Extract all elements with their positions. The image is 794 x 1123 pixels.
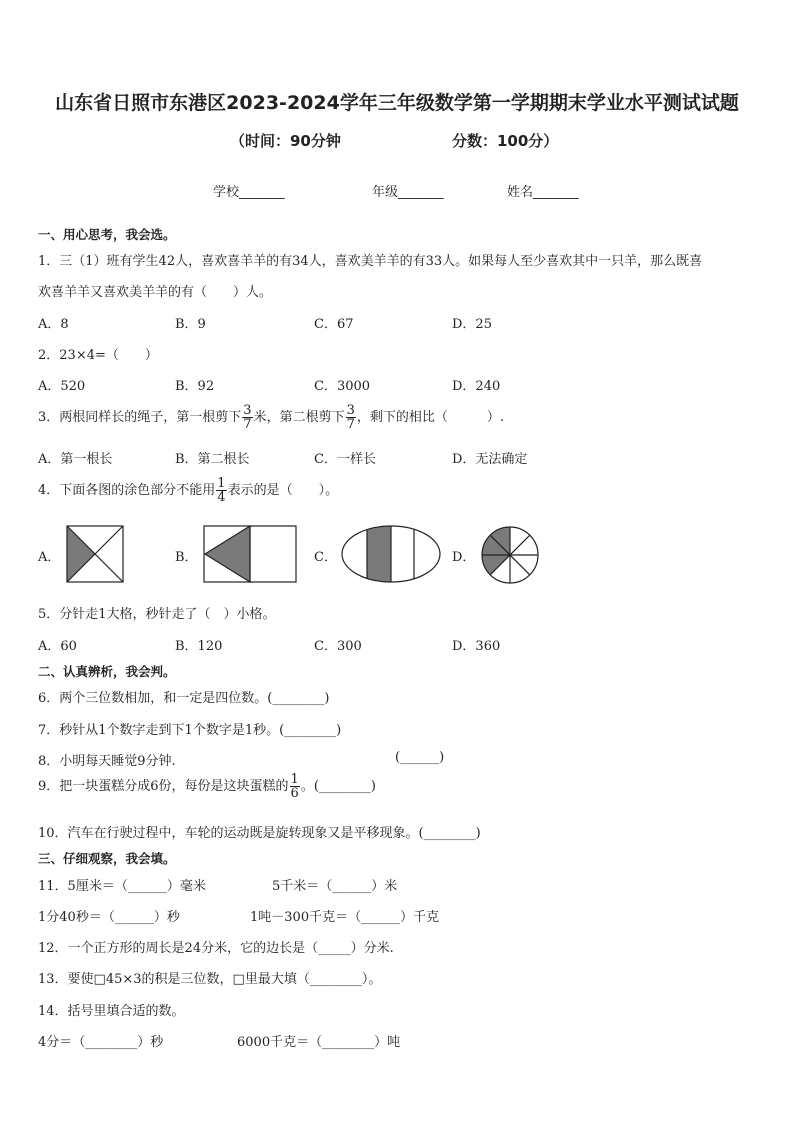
grade-field[interactable]: 年级_______ [372, 185, 444, 200]
q5-option-a[interactable]: A．60 [38, 639, 77, 654]
q4-stem [38, 476, 338, 506]
q3-fraction-2 [346, 404, 356, 431]
q3-stem-part-c: ，剩下的相比（ ）. [356, 410, 504, 425]
q13: 13．要使□45×3的积是三位数，□里最大填（________）。 [38, 972, 382, 987]
q11-part-c: 1分40秒＝（______）秒 [38, 910, 180, 925]
q4-option-b[interactable]: B． [175, 550, 198, 565]
q2-option-a[interactable]: A．520 [38, 379, 86, 394]
q4-fraction-denominator: 4 [217, 490, 226, 505]
q8: 8．小明每天睡觉9分钟. [38, 754, 176, 769]
q4-stem-part-a: 4．下面各图的涂色部分不能用 [38, 483, 216, 498]
q6: 6．两个三位数相加，和一定是四位数。(________) [38, 691, 330, 706]
q1-option-c[interactable]: C．67 [314, 317, 354, 332]
q9 [38, 772, 376, 802]
q4-figure-c [340, 524, 442, 584]
q14: 14．括号里填合适的数。 [38, 1004, 185, 1019]
q2-option-d[interactable]: D．240 [452, 379, 501, 394]
q3-stem-part-b: 米，第二根剪下 [253, 410, 345, 425]
exam-time: （时间：90分钟 [230, 132, 341, 150]
q7: 7．秒针从1个数字走到下1个数字是1秒。(________) [38, 723, 342, 738]
exam-score: 分数：100分） [452, 132, 559, 150]
q5-option-d[interactable]: D．360 [452, 639, 501, 654]
q2-option-c[interactable]: C．3000 [314, 379, 371, 394]
q3-fraction-2-denominator: 7 [346, 417, 355, 432]
q1-line2: 欢喜羊羊又喜欢美羊羊的有（ ）人。 [38, 285, 273, 300]
q3-stem [38, 403, 504, 433]
q8-answer-blank[interactable]: (______) [395, 750, 445, 765]
q5-option-b[interactable]: B．120 [175, 639, 223, 654]
q1-option-b[interactable]: B．9 [175, 317, 206, 332]
q9-part-a: 9．把一块蛋糕分成6份，每份是这块蛋糕的 [38, 779, 289, 794]
school-field[interactable]: 学校_______ [213, 185, 285, 200]
q3-option-a[interactable]: A．第一根长 [38, 452, 113, 467]
q4-fraction-numerator: 1 [217, 476, 226, 491]
q1-option-d[interactable]: D．25 [452, 317, 492, 332]
q3-option-b[interactable]: B．第二根长 [175, 452, 250, 467]
q2-stem: 2．23×4=（ ） [38, 348, 158, 363]
q9-fraction [290, 773, 300, 800]
q10: 10．汽车在行驶过程中，车轮的运动既是旋转现象又是平移现象。(________) [38, 826, 481, 841]
q5-stem: 5．分针走1大格，秒针走了（ ）小格。 [38, 607, 276, 622]
name-field[interactable]: 姓名_______ [507, 185, 579, 200]
q4-figure-a [66, 525, 124, 583]
q4-option-d[interactable]: D． [452, 550, 476, 565]
q12: 12．一个正方形的周长是24分米，它的边长是（_____）分米. [38, 941, 394, 956]
section-1-heading: 一、用心思考，我会选。 [38, 227, 176, 242]
q3-fraction-1-denominator: 7 [243, 417, 252, 432]
section-2-heading: 二、认真辨析，我会判。 [38, 664, 176, 679]
q3-option-c[interactable]: C．一样长 [314, 452, 376, 467]
q14-part-b: 6000千克＝（________）吨 [237, 1035, 401, 1050]
q3-stem-part-a: 3．两根同样长的绳子，第一根剪下 [38, 410, 242, 425]
q3-option-d[interactable]: D．无法确定 [452, 452, 528, 467]
q4-figure-d [479, 524, 541, 586]
q9-fraction-denominator: 6 [290, 786, 299, 801]
q5-option-c[interactable]: C．300 [314, 639, 362, 654]
q4-fraction [216, 477, 226, 504]
q1-option-a[interactable]: A．8 [38, 317, 69, 332]
q9-fraction-numerator: 1 [290, 772, 299, 787]
q3-fraction-2-numerator: 3 [346, 403, 355, 418]
q14-part-a: 4分＝（________）秒 [38, 1035, 164, 1050]
q4-option-a[interactable]: A． [38, 550, 61, 565]
q3-fraction-1-numerator: 3 [243, 403, 252, 418]
q4-figure-b [203, 525, 297, 583]
section-3-heading: 三、仔细观察，我会填。 [38, 851, 176, 866]
q1-line1: 1．三（1）班有学生42人，喜欢喜羊羊的有34人，喜欢美羊羊的有33人。如果每人至少喜欢其中一只羊，那么既喜 [38, 254, 703, 269]
q4-option-c[interactable]: C． [314, 550, 337, 565]
q3-fraction-1 [242, 404, 252, 431]
q11-part-a: 11．5厘米＝（______）毫米 [38, 879, 206, 894]
q11-part-b: 5千米＝（______）米 [272, 879, 398, 894]
q11-part-d: 1吨－300千克＝（______）千克 [250, 910, 440, 925]
q9-part-b: 。(________) [300, 779, 376, 794]
q2-option-b[interactable]: B．92 [175, 379, 215, 394]
page-title: 山东省日照市东港区2023-2024学年三年级数学第一学期期末学业水平测试试题 [55, 92, 739, 114]
q4-stem-part-b: 表示的是（ ）。 [227, 483, 339, 498]
